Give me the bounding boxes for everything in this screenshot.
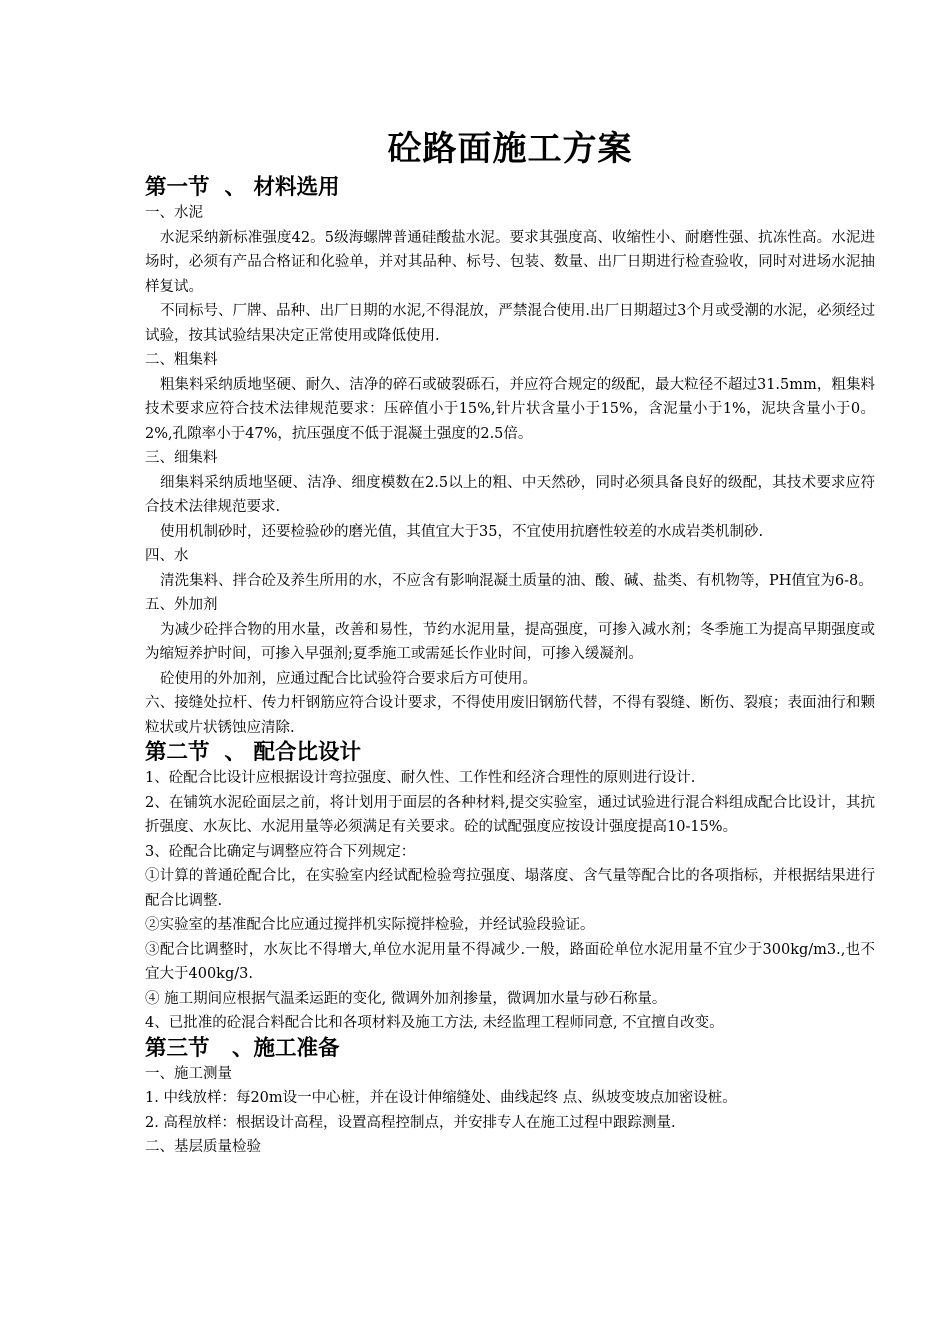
paragraph: ②实验室的基准配合比应通过搅拌机实际搅拌检验，并经试验段验证。	[145, 917, 595, 933]
paragraph: 不同标号、厂牌、品种、出厂日期的水泥,不得混放，严禁混合使用.出厂日期超过3个月或受潮的水泥，必须经过试验，按其试验结果决定正常使用或降低使用.	[145, 303, 875, 344]
subsection-heading: 一、施工测量	[145, 1065, 232, 1082]
subsection-heading: 五、外加剂	[145, 597, 218, 613]
paragraph: 1、砼配合比设计应根据设计弯拉强度、耐久性、工作性和经济合理性的原则进行设计.	[145, 770, 696, 786]
section-materials	[145, 175, 875, 740]
paragraph: 粗集料采纳质地坚硬、耐久、洁净的碎石或破裂砾石，并应符合规定的级配，最大粒径不超过31.5mm，粗集料技术要求应符合技术法律规范要求：压碎值小于15%,针片状含量小于15%，含泥量小于1%，泥块含量小于0。2%,孔隙率小于47%，抗压强度不低于混凝土强度的2.5倍。	[145, 376, 875, 442]
subsection-heading: 四、水	[145, 548, 189, 564]
paragraph: 使用机制砂时，还要检验砂的磨光值，其值宜大于35，不宜使用抗磨性较差的水成岩类机制砂.	[160, 523, 764, 540]
paragraph: 2、在铺筑水泥砼面层之前，将计划用于面层的各种材料,提交实验室，通过试验进行混合料组成配合比设计，其抗折强度、水灰比、水泥用量等必须满足有关要求。砼的试配强度应按设计强度提高10-15%。	[145, 794, 875, 835]
paragraph: 4、已批准的砼混合料配合比和各项材料及施工方法, 未经监理工程师同意, 不宜擅自改变。	[145, 1015, 724, 1031]
subsection-heading: 一、水泥	[145, 205, 203, 221]
paragraph: ④ 施工期间应根据气温柔运距的变化, 微调外加剂掺量，微调加水量与砂石称量。	[145, 990, 667, 1007]
subsection-heading: 二、粗集料	[145, 352, 218, 368]
paragraph: 清洗集料、拌合砼及养生所用的水，不应含有影响混凝土质量的油、酸、碱、盐类、有机物等，PH值宜为6-8。	[160, 572, 873, 589]
document-page	[145, 124, 875, 1160]
paragraph: ③配合比调整时，水灰比不得增大,单位水泥用量不得减少.一般，路面砼单位水泥用量不宜少于300kg/m3.,也不宜大于400kg/3.	[145, 941, 875, 982]
document-title: 砼路面施工方案	[387, 129, 633, 169]
section-heading: 第一节 、 材料选用	[145, 175, 340, 200]
subsection-heading: 二、基层质量检验	[145, 1139, 261, 1155]
paragraph: 砼使用的外加剂，应通过配合比试验符合要求后方可使用。	[160, 670, 537, 687]
paragraph: 水泥采纳新标准强度42。5级海螺牌普通硅酸盐水泥。要求其强度高、收缩性小、耐磨性强、抗冻性高。水泥进场时，必须有产品合格证和化验单，并对其品种、标号、包装、数量、出厂日期进行检查验收，同时对进场水泥抽样复试。	[145, 229, 875, 295]
section-heading: 第二节 、 配合比设计	[145, 740, 361, 765]
paragraph: 细集料采纳质地坚硬、洁净、细度模数在2.5以上的粗、中天然砂，同时必须具备良好的级配，其技术要求应符合技术法律规范要求.	[145, 474, 875, 515]
paragraph: 1. 中线放样：每20m设一中心桩，并在设计伸缩缝处、曲线起终 点、纵坡变坡点加密设桩。	[145, 1090, 737, 1106]
paragraph: 六、接缝处拉杆、传力杆钢筋应符合设计要求，不得使用废旧钢筋代替，不得有裂缝、断伤、裂痕；表面油行和颗粒状或片状锈蚀应清除.	[145, 695, 875, 736]
paragraph: 为减少砼拌合物的用水量，改善和易性，节约水泥用量，提高强度，可掺入减水剂；冬季施工为提高早期强度或为缩短养护时间，可掺入早强剂;夏季施工或需延长作业时间，可掺入缓凝剂。	[145, 621, 875, 662]
section-heading: 第三节 、施工准备	[145, 1035, 340, 1061]
paragraph: 3、砼配合比确定与调整应符合下列规定：	[145, 843, 416, 860]
section-preparation	[145, 1036, 875, 1160]
paragraph: ①计算的普通砼配合比，在实验室内经试配检验弯拉强度、塌落度、含气量等配合比的各项指标，并根据结果进行配合比调整.	[145, 868, 875, 909]
paragraph: 2. 高程放样：根据设计高程，设置高程控制点，并安排专人在施工过程中跟踪测量.	[145, 1114, 676, 1131]
section-mix-design	[145, 740, 875, 1036]
subsection-heading: 三、细集料	[145, 450, 218, 466]
